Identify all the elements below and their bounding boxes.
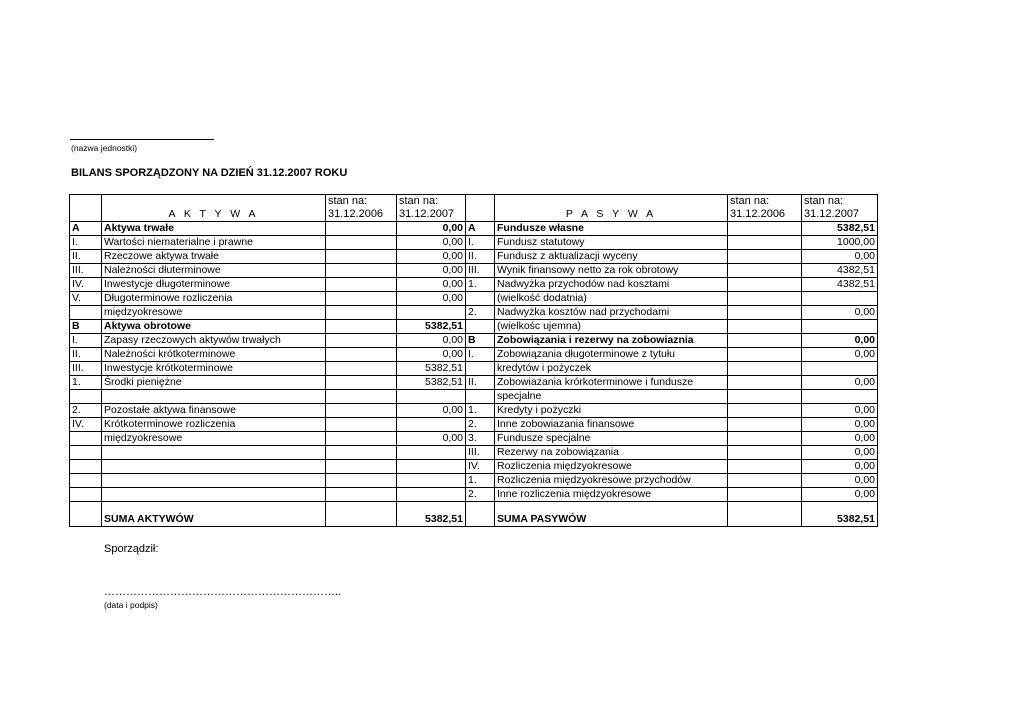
aktywa-prev-value [326, 488, 397, 502]
document-title: BILANS SPORZĄDZONY NA DZIEŃ 31.12.2007 ROKU [71, 167, 348, 179]
aktywa-label: Wartości niematerialne i prawne [102, 236, 326, 250]
pasywa-label: Fundusze własne [495, 222, 728, 236]
pasywa-label: Fundusze specjalne [495, 432, 728, 446]
pasywa-label: Inne rozliczenia międzyokresowe [495, 488, 728, 502]
aktywa-label: Aktywa obrotowe [102, 320, 326, 334]
pasywa-prev-value [728, 404, 802, 418]
aktywa-label: międzyokresowe [102, 306, 326, 320]
aktywa-label: Zapasy rzeczowych aktywów trwałych [102, 334, 326, 348]
pasywa-curr-value: 0,00 [802, 250, 878, 264]
aktywa-curr-value: 5382,51 [397, 320, 466, 334]
pasywa-label: (wielkośc ujemna) [495, 320, 728, 334]
aktywa-curr-value: 5382,51 [397, 362, 466, 376]
table-row [70, 474, 878, 488]
table-header-row [70, 195, 878, 222]
pasywa-label: Zobowiązania i rezerwy na zobowiaznia [495, 334, 728, 348]
pasywa-no: I. [466, 348, 495, 362]
aktywa-prev-value [326, 348, 397, 362]
aktywa-prev-value [326, 236, 397, 250]
table-row [70, 264, 878, 278]
pasywa-label: Inne zobowiazania finansowe [495, 418, 728, 432]
table-row [70, 418, 878, 432]
pasywa-no: 1. [466, 474, 495, 488]
aktywa-curr-value: 0,00 [397, 236, 466, 250]
aktywa-prev-value [326, 306, 397, 320]
table-row [70, 222, 878, 236]
aktywa-prev-value [326, 474, 397, 488]
table-row [70, 334, 878, 348]
pasywa-curr-value: 0,00 [802, 432, 878, 446]
aktywa-curr-value: 0,00 [397, 432, 466, 446]
pasywa-prev-value [728, 446, 802, 460]
pasywa-no [466, 292, 495, 306]
pasywa-curr-value: 0,00 [802, 460, 878, 474]
aktywa-prev-value [326, 432, 397, 446]
aktywa-prev-value [326, 264, 397, 278]
pasywa-prev-value [728, 292, 802, 306]
pasywa-curr-value: 0,00 [802, 488, 878, 502]
table-row [70, 376, 878, 390]
col-curr-text: stan na: 31.12.2007 [804, 195, 860, 220]
pasywa-curr-value: 0,00 [802, 376, 878, 390]
aktywa-no [70, 390, 102, 404]
pasywa-label: Zobowiazania krórkoterminowe i fundusze [495, 376, 728, 390]
aktywa-curr-value [397, 488, 466, 502]
pasywa-no: 2. [466, 418, 495, 432]
sum-pasywa-label: SUMA PASYWÓW [495, 502, 728, 527]
pasywa-prev-value [728, 362, 802, 376]
aktywa-no [70, 474, 102, 488]
sum-aktywa-no [70, 502, 102, 527]
aktywa-no-header [70, 195, 102, 222]
aktywa-label: Inwestycje krótkoterminowe [102, 362, 326, 376]
aktywa-curr-date-header [397, 195, 466, 222]
aktywa-label [102, 474, 326, 488]
pasywa-prev-value [728, 320, 802, 334]
aktywa-prev-value [326, 278, 397, 292]
aktywa-no: II. [70, 348, 102, 362]
pasywa-curr-value: 0,00 [802, 306, 878, 320]
pasywa-curr-value: 1000,00 [802, 236, 878, 250]
pasywa-prev-value [728, 390, 802, 404]
sum-pasywa-no [466, 502, 495, 527]
aktywa-prev-value [326, 292, 397, 306]
aktywa-prev-value [326, 362, 397, 376]
pasywa-prev-value [728, 348, 802, 362]
aktywa-curr-value [397, 418, 466, 432]
table-row [70, 320, 878, 334]
aktywa-no: V. [70, 292, 102, 306]
pasywa-no-header [466, 195, 495, 222]
pasywa-prev-value [728, 376, 802, 390]
aktywa-no: I. [70, 236, 102, 250]
pasywa-curr-value [802, 292, 878, 306]
aktywa-curr-value: 0,00 [397, 334, 466, 348]
pasywa-label: (wielkość dodatnia) [495, 292, 728, 306]
sum-pasywa-value: 5382,51 [802, 502, 878, 527]
pasywa-prev-value [728, 474, 802, 488]
sum-aktywa-label: SUMA AKTYWÓW [102, 502, 326, 527]
aktywa-curr-value: 0,00 [397, 404, 466, 418]
table-row [70, 446, 878, 460]
sum-row [70, 502, 878, 527]
aktywa-no [70, 306, 102, 320]
aktywa-header: A K T Y W A [102, 195, 326, 222]
pasywa-curr-value: 0,00 [802, 348, 878, 362]
pasywa-prev-value [728, 488, 802, 502]
pasywa-prev-value [728, 334, 802, 348]
aktywa-label [102, 390, 326, 404]
pasywa-label: Rozliczenia międzyokresowe przychodów [495, 474, 728, 488]
unit-name-label: (nazwa jednostki) [71, 143, 138, 153]
table-row [70, 404, 878, 418]
pasywa-prev-value [728, 432, 802, 446]
pasywa-curr-value: 0,00 [802, 446, 878, 460]
aktywa-curr-value: 0,00 [397, 278, 466, 292]
aktywa-no: II. [70, 250, 102, 264]
aktywa-label [102, 446, 326, 460]
pasywa-prev-value [728, 236, 802, 250]
pasywa-curr-value: 5382,51 [802, 222, 878, 236]
aktywa-no [70, 432, 102, 446]
aktywa-no: B [70, 320, 102, 334]
aktywa-prev-value [326, 334, 397, 348]
prepared-by-label: Sporządził: [104, 543, 159, 555]
table-row [70, 250, 878, 264]
pasywa-curr-value [802, 362, 878, 376]
aktywa-no: IV. [70, 418, 102, 432]
aktywa-label: Pozostałe aktywa finansowe [102, 404, 326, 418]
aktywa-curr-value: 0,00 [397, 250, 466, 264]
pasywa-label: Wynik finansowy netto za rok obrotowy [495, 264, 728, 278]
pasywa-no: 2. [466, 488, 495, 502]
table-row [70, 460, 878, 474]
aktywa-no: III. [70, 264, 102, 278]
aktywa-curr-value [397, 306, 466, 320]
table-row [70, 292, 878, 306]
signature-label: (data i podpis) [104, 600, 158, 610]
col-prev-text: stan na: 31.12.2006 [730, 195, 786, 220]
pasywa-no: II. [466, 250, 495, 264]
sum-aktywa-prev [326, 502, 397, 527]
pasywa-no: B [466, 334, 495, 348]
aktywa-curr-value: 0,00 [397, 292, 466, 306]
pasywa-no: II. [466, 376, 495, 390]
pasywa-no: I. [466, 236, 495, 250]
pasywa-no: A [466, 222, 495, 236]
col-prev-text: stan na: 31.12.2006 [328, 195, 384, 220]
aktywa-curr-value [397, 390, 466, 404]
pasywa-prev-value [728, 418, 802, 432]
pasywa-prev-value [728, 460, 802, 474]
aktywa-prev-value [326, 418, 397, 432]
pasywa-no: IV. [466, 460, 495, 474]
pasywa-no: III. [466, 446, 495, 460]
pasywa-curr-value: 0,00 [802, 418, 878, 432]
table-row [70, 278, 878, 292]
pasywa-prev-value [728, 278, 802, 292]
table-row [70, 390, 878, 404]
aktywa-no: IV. [70, 278, 102, 292]
pasywa-label: Fundusz statutowy [495, 236, 728, 250]
pasywa-no: 3. [466, 432, 495, 446]
pasywa-curr-date-header [802, 195, 878, 222]
pasywa-label: Zobowiązania długoterminowe z tytułu [495, 348, 728, 362]
aktywa-label: Długoterminowe rozliczenia [102, 292, 326, 306]
pasywa-prev-value [728, 250, 802, 264]
aktywa-prev-value [326, 376, 397, 390]
aktywa-no: 2. [70, 404, 102, 418]
aktywa-curr-value: 0,00 [397, 264, 466, 278]
aktywa-prev-value [326, 390, 397, 404]
aktywa-label: Inwestycje długoterminowe [102, 278, 326, 292]
pasywa-curr-value: 0,00 [802, 334, 878, 348]
pasywa-label: kredytów i pożyczek [495, 362, 728, 376]
aktywa-prev-value [326, 320, 397, 334]
aktywa-prev-value [326, 250, 397, 264]
table-row [70, 348, 878, 362]
pasywa-prev-date-header [728, 195, 802, 222]
aktywa-label [102, 488, 326, 502]
pasywa-prev-value [728, 306, 802, 320]
pasywa-curr-value: 4382,51 [802, 278, 878, 292]
aktywa-prev-date-header [326, 195, 397, 222]
aktywa-no [70, 460, 102, 474]
aktywa-curr-value: 5382,51 [397, 376, 466, 390]
pasywa-label: Nadwyżka kosztów nad przychodami [495, 306, 728, 320]
pasywa-no [466, 390, 495, 404]
pasywa-curr-value [802, 390, 878, 404]
signature-dots: ……………………………………………………….. [104, 586, 342, 598]
aktywa-label: Rzeczowe aktywa trwałe [102, 250, 326, 264]
aktywa-label: Środki pieniężne [102, 376, 326, 390]
aktywa-no [70, 488, 102, 502]
aktywa-curr-value [397, 446, 466, 460]
aktywa-label [102, 460, 326, 474]
aktywa-curr-value: 0,00 [397, 222, 466, 236]
aktywa-no: 1. [70, 376, 102, 390]
pasywa-label: Fundusz z aktualizacji wyceny [495, 250, 728, 264]
aktywa-label: międzyokresowe [102, 432, 326, 446]
pasywa-no [466, 362, 495, 376]
aktywa-label: Krótkoterminowe rozliczenia [102, 418, 326, 432]
pasywa-no: 1. [466, 278, 495, 292]
unit-name-line [70, 139, 214, 140]
aktywa-no: A [70, 222, 102, 236]
aktywa-prev-value [326, 446, 397, 460]
aktywa-label: Należności krótkoterminowe [102, 348, 326, 362]
pasywa-no: III. [466, 264, 495, 278]
pasywa-label: Kredyty i pożyczki [495, 404, 728, 418]
balance-table [69, 194, 878, 527]
aktywa-curr-value: 0,00 [397, 348, 466, 362]
pasywa-curr-value [802, 320, 878, 334]
pasywa-no: 1. [466, 404, 495, 418]
pasywa-curr-value: 4382,51 [802, 264, 878, 278]
pasywa-label: Rezerwy na zobowiązania [495, 446, 728, 460]
table-row [70, 362, 878, 376]
table-row [70, 306, 878, 320]
pasywa-header: P A S Y W A [495, 195, 728, 222]
table-row [70, 432, 878, 446]
aktywa-label: Aktywa trwałe [102, 222, 326, 236]
aktywa-no [70, 446, 102, 460]
aktywa-prev-value [326, 222, 397, 236]
pasywa-prev-value [728, 264, 802, 278]
pasywa-curr-value: 0,00 [802, 404, 878, 418]
pasywa-curr-value: 0,00 [802, 474, 878, 488]
col-curr-text: stan na: 31.12.2007 [399, 195, 455, 220]
table-row [70, 488, 878, 502]
sum-pasywa-prev [728, 502, 802, 527]
aktywa-label: Należności dłuterminowe [102, 264, 326, 278]
pasywa-no [466, 320, 495, 334]
table-row [70, 236, 878, 250]
aktywa-curr-value [397, 460, 466, 474]
aktywa-curr-value [397, 474, 466, 488]
aktywa-no: I. [70, 334, 102, 348]
aktywa-no: III. [70, 362, 102, 376]
sum-aktywa-value: 5382,51 [397, 502, 466, 527]
pasywa-prev-value [728, 222, 802, 236]
aktywa-prev-value [326, 404, 397, 418]
pasywa-label: Rozliczenia międzyokresowe [495, 460, 728, 474]
pasywa-label: Nadwyżka przychodów nad kosztami [495, 278, 728, 292]
pasywa-label: specjalne [495, 390, 728, 404]
pasywa-no: 2. [466, 306, 495, 320]
aktywa-prev-value [326, 460, 397, 474]
